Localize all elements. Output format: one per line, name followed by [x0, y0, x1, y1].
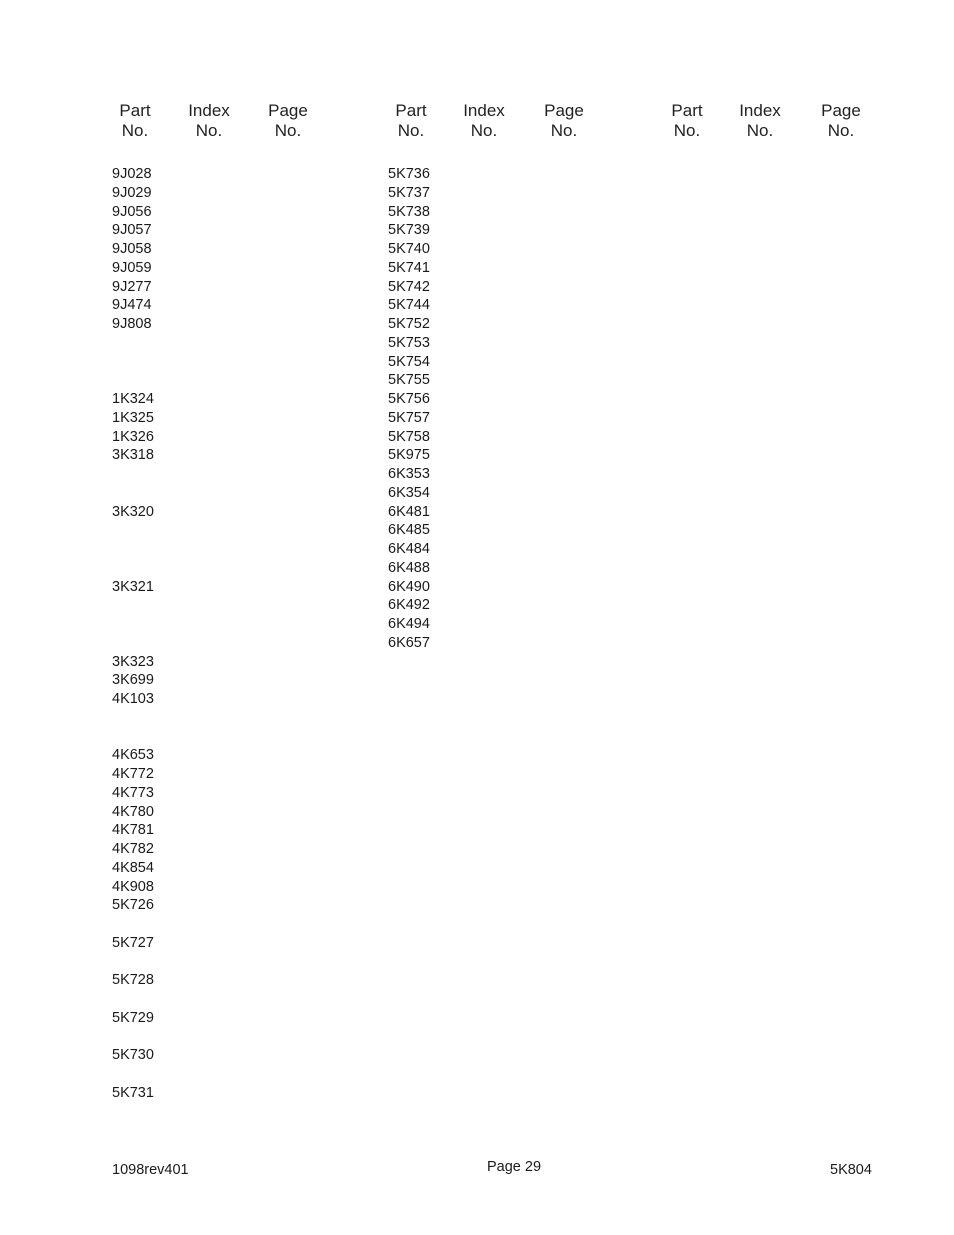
- part-number: 1K324: [112, 391, 154, 407]
- part-number: 5K737: [388, 184, 430, 201]
- part-number: 9J277: [112, 278, 152, 295]
- part-number: 5K753: [388, 334, 430, 351]
- part-number: 5K975: [388, 447, 430, 464]
- footer-page-number: Page 29: [487, 1159, 542, 1175]
- part-number: 4K908: [112, 878, 154, 895]
- header-page-col2: Page No.: [544, 101, 584, 140]
- part-number: 3K321: [112, 578, 154, 595]
- part-number: 3K320: [112, 503, 154, 520]
- part-number: 4K772: [112, 766, 154, 782]
- part-number: 6K488: [388, 559, 430, 576]
- part-number: 9J059: [112, 259, 152, 276]
- part-number: 6K353: [388, 466, 430, 482]
- header-page-col1: Page No.: [268, 101, 308, 140]
- header-index-col1: Index No.: [188, 101, 230, 140]
- part-number: 5K752: [388, 316, 430, 332]
- header-part-col2: Part No.: [395, 101, 427, 140]
- part-number: 3K323: [112, 653, 154, 670]
- part-number: 5K742: [388, 278, 430, 295]
- part-number: 4K103: [112, 691, 154, 707]
- part-number: 4K653: [112, 747, 154, 764]
- part-number: 6K492: [388, 597, 430, 614]
- part-number: 5K744: [388, 297, 430, 314]
- part-number: 5K754: [388, 353, 430, 370]
- part-number: 5K731: [112, 1084, 154, 1101]
- part-number: 5K741: [388, 259, 430, 276]
- part-number: 5K755: [388, 372, 430, 389]
- header-part-col3: Part No.: [671, 101, 703, 140]
- part-number: 5K756: [388, 391, 430, 407]
- part-number: 5K730: [112, 1047, 154, 1064]
- part-number: 9J029: [112, 184, 152, 201]
- part-number: 5K758: [388, 428, 430, 445]
- part-number: 9J057: [112, 222, 152, 239]
- header-page-col3: Page No.: [821, 101, 861, 140]
- part-number: 1K326: [112, 428, 154, 445]
- part-number: 9J058: [112, 241, 152, 257]
- part-number: 1K325: [112, 409, 154, 426]
- part-number: 5K729: [112, 1009, 154, 1026]
- part-number: 5K727: [112, 934, 154, 951]
- part-number: 4K781: [112, 822, 154, 839]
- part-number: 3K318: [112, 447, 154, 464]
- header-index-col3: Index No.: [739, 101, 781, 140]
- part-number: 6K494: [388, 616, 430, 632]
- footer-document-id: 1098rev401: [112, 1162, 189, 1178]
- part-number: 9J056: [112, 203, 152, 220]
- part-number: 5K740: [388, 241, 430, 257]
- part-number: 5K726: [112, 897, 154, 914]
- part-number: 9J474: [112, 297, 152, 314]
- part-number: 5K736: [388, 166, 430, 182]
- part-number: 5K738: [388, 203, 430, 220]
- part-number: 4K780: [112, 803, 154, 820]
- part-number: 9J808: [112, 316, 152, 332]
- part-number: 5K757: [388, 409, 430, 426]
- part-number: 3K699: [112, 672, 154, 689]
- part-number: 9J028: [112, 166, 152, 182]
- part-number: 6K484: [388, 541, 430, 557]
- part-number: 4K854: [112, 859, 154, 876]
- part-number: 5K728: [112, 972, 154, 989]
- header-index-col2: Index No.: [463, 101, 505, 140]
- part-number: 6K490: [388, 578, 430, 595]
- part-number: 6K481: [388, 503, 430, 520]
- part-number: 6K657: [388, 634, 430, 651]
- part-number: 6K354: [388, 484, 430, 501]
- part-number: 4K782: [112, 841, 154, 857]
- header-part-col1: Part No.: [119, 101, 151, 140]
- footer-part-number: 5K804: [830, 1162, 872, 1178]
- part-number: 4K773: [112, 784, 154, 801]
- part-number: 6K485: [388, 522, 430, 539]
- part-number: 5K739: [388, 222, 430, 239]
